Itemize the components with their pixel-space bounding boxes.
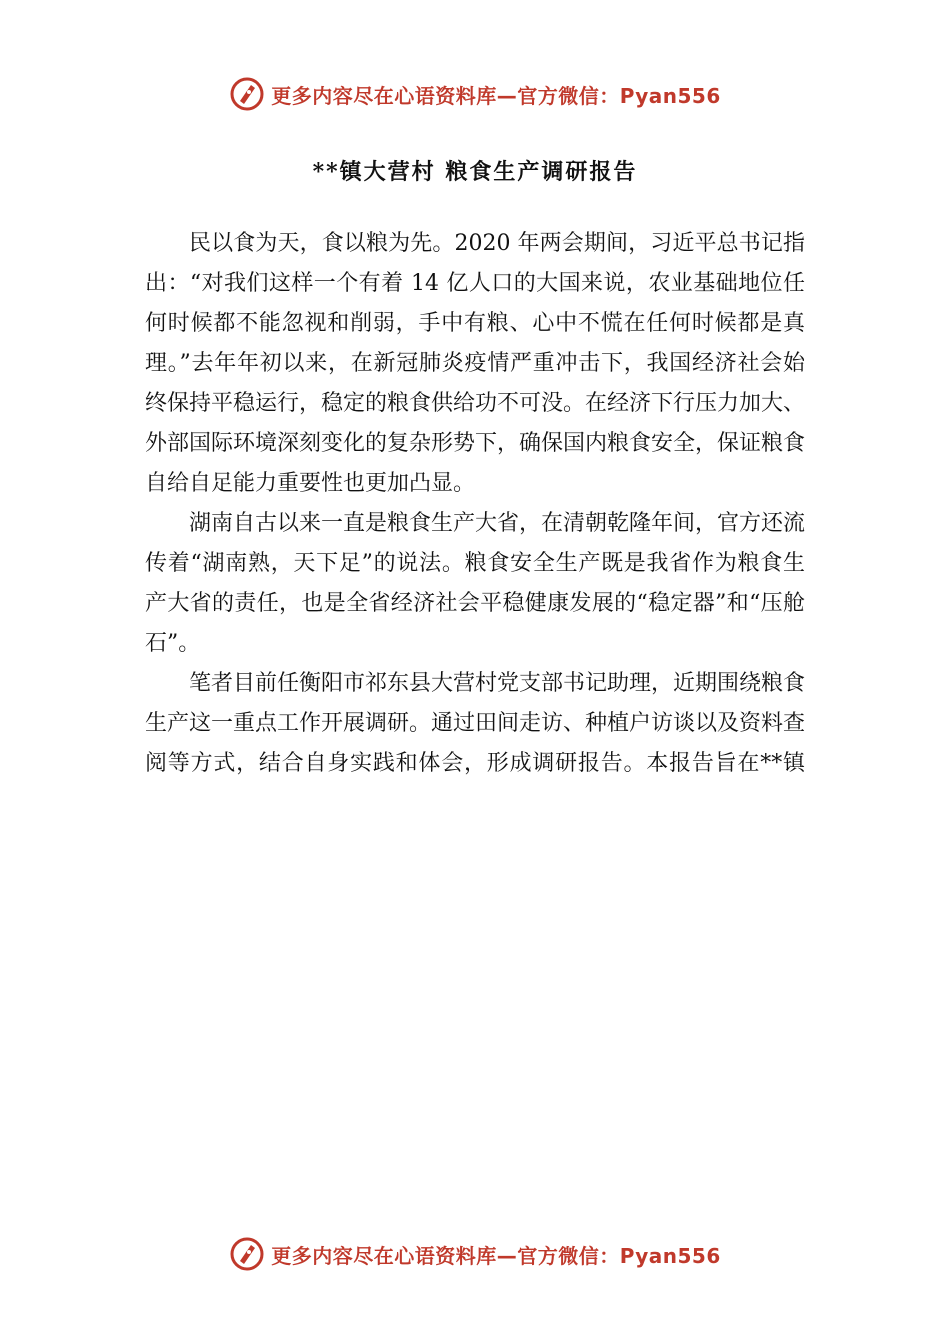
header-banner bbox=[0, 72, 950, 116]
footer-banner bbox=[0, 1232, 950, 1276]
paragraph-1: 民以食为天，食以粮为先。2020 年两会期间，习近平总书记指出：“对我们这样一个有着 14 亿人口的大国来说，农业基础地位任何时候都不能忽视和削弱，手中有粮、心中不慌在任何时候都是真理。”去年年初以来，在新冠肺炎疫情严重冲击下，我国经济社会始终保持平稳运行，稳定的粮食供给功不可没。在经济下行压力加大、外部国际环境深刻变化的复杂形势下，确保国内粮食安全，保证粮食自给自足能力重要性也更加凸显。 bbox=[145, 231, 806, 496]
pen-nib-logo-icon bbox=[229, 1236, 265, 1272]
document-title: **镇大营村 粮食生产调研报告 bbox=[312, 159, 638, 185]
document-body bbox=[145, 224, 805, 784]
paragraph-3: 笔者目前任衡阳市祁东县大营村党支部书记助理，近期围绕粮食生产这一重点工作开展调研。通过田间走访、种植户访谈以及资料查阅等方式，结合自身实践和体会，形成调研报告。本报告旨在**镇 bbox=[145, 671, 806, 776]
footer-banner-text: 更多内容尽在心语资料库—官方微信：Pyan556 bbox=[271, 1243, 721, 1268]
header-banner-text: 更多内容尽在心语资料库—官方微信：Pyan556 bbox=[271, 83, 721, 108]
paragraph-2: 湖南自古以来一直是粮食生产大省，在清朝乾隆年间，官方还流传着“湖南熟，天下足”的说法。粮食安全生产既是我省作为粮食生产大省的责任，也是全省经济社会平稳健康发展的“稳定器”和“压舱石”。 bbox=[145, 511, 806, 656]
pen-nib-logo-icon bbox=[229, 76, 265, 112]
